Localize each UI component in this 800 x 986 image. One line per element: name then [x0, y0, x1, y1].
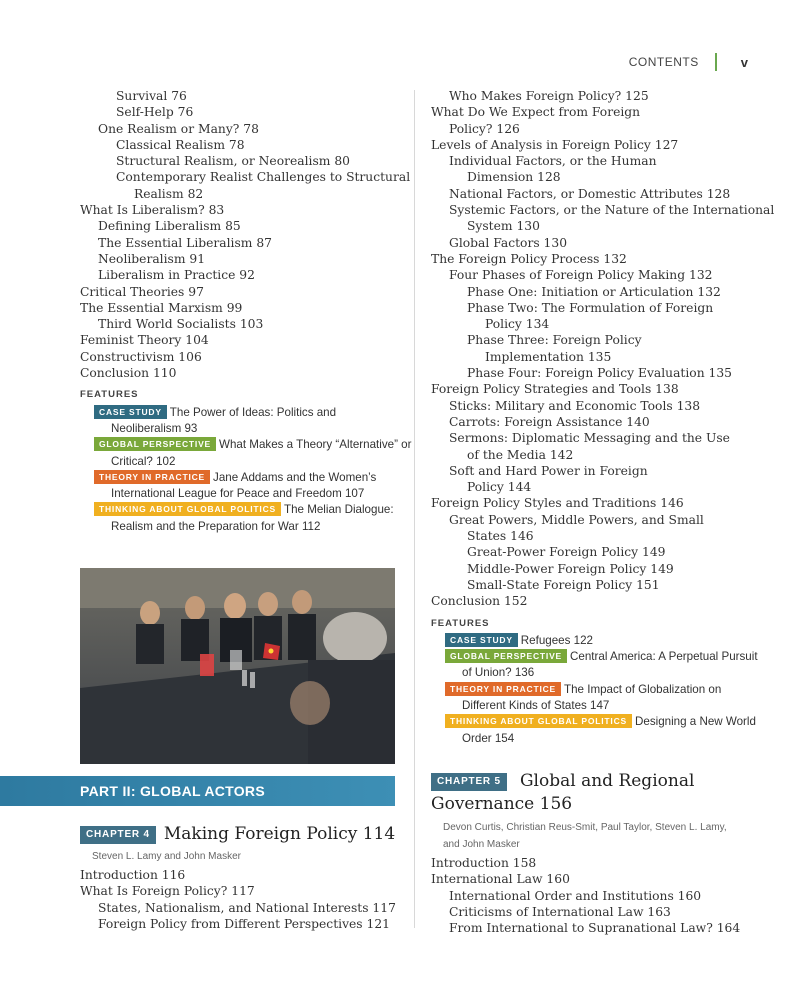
- toc-entry[interactable]: Foreign Policy Styles and Traditions 146: [431, 496, 684, 511]
- features-heading: FEATURES: [80, 389, 139, 401]
- page-number: v: [740, 54, 748, 70]
- toc-entry[interactable]: Levels of Analysis in Foreign Policy 127: [431, 137, 679, 152]
- running-header: [629, 52, 748, 72]
- feature-title-continued: Neoliberalism 93: [111, 421, 198, 435]
- feature-badge: GLOBAL PERSPECTIVE: [445, 649, 567, 663]
- chapter-4-heading[interactable]: [80, 824, 410, 846]
- toc-entry[interactable]: Policy 144: [467, 480, 532, 495]
- chapter-title-line1: Global and Regional: [519, 771, 695, 791]
- chapter-4-block: [80, 824, 410, 932]
- toc-entry[interactable]: Phase Three: Foreign Policy: [467, 333, 642, 348]
- toc-list-right: [431, 88, 775, 610]
- toc-list-chapter-4: [80, 867, 410, 932]
- feature-item[interactable]: [80, 502, 410, 535]
- feature-title: The Impact of Globalization on: [564, 682, 722, 696]
- feature-title: Jane Addams and the Women’s: [213, 470, 377, 484]
- toc-entry[interactable]: The Essential Liberalism 87: [98, 235, 272, 250]
- toc-entry[interactable]: Middle-Power Foreign Policy 149: [467, 561, 674, 576]
- feature-title: The Melian Dialogue:: [284, 503, 394, 517]
- toc-list-left: [80, 88, 410, 381]
- column-divider: [414, 90, 415, 928]
- toc-entry[interactable]: Global Factors 130: [449, 235, 568, 250]
- toc-list-chapter-5: [431, 855, 771, 936]
- toc-entry[interactable]: Constructivism 106: [80, 349, 202, 364]
- toc-entry[interactable]: Conclusion 152: [431, 594, 528, 609]
- feature-title-continued: Order 154: [462, 731, 515, 745]
- feature-title-continued: Critical? 102: [111, 454, 176, 468]
- chapter-title: Making Foreign Policy 114: [163, 824, 396, 844]
- toc-entry[interactable]: Survival 76: [116, 89, 187, 103]
- chapter-authors-line2: and John Masker: [443, 839, 520, 850]
- toc-entry[interactable]: Contemporary Realist Challenges to Structural: [116, 170, 411, 185]
- feature-badge: THINKING ABOUT GLOBAL POLITICS: [94, 502, 281, 516]
- chapter-badge: CHAPTER 5: [431, 773, 507, 791]
- toc-entry[interactable]: Neoliberalism 91: [98, 251, 206, 266]
- toc-entry[interactable]: International Order and Institutions 160: [449, 888, 702, 903]
- toc-entry[interactable]: Individual Factors, or the Human: [449, 154, 657, 169]
- feature-item[interactable]: [80, 405, 410, 438]
- toc-entry[interactable]: Critical Theories 97: [80, 284, 204, 299]
- feature-item[interactable]: [431, 633, 761, 649]
- feature-title: Central America: A Perpetual Pursuit: [570, 650, 758, 664]
- feature-title: Designing a New World: [635, 715, 756, 729]
- part-banner: [0, 776, 395, 806]
- toc-entry[interactable]: Criticisms of International Law 163: [449, 904, 671, 919]
- toc-entry[interactable]: Four Phases of Foreign Policy Making 132: [449, 268, 713, 283]
- toc-entry[interactable]: States 146: [467, 529, 534, 544]
- meeting-photo: [80, 568, 395, 764]
- feature-title-continued: International League for Peace and Freedom 107: [111, 487, 365, 501]
- toc-entry[interactable]: System 130: [467, 219, 540, 234]
- toc-entry[interactable]: Sermons: Diplomatic Messaging and the Use: [449, 431, 730, 446]
- chapter-5-heading[interactable]: [431, 771, 771, 815]
- toc-entry[interactable]: Great-Power Foreign Policy 149: [467, 545, 666, 560]
- toc-entry[interactable]: Introduction 116: [80, 868, 186, 882]
- toc-entry[interactable]: Great Powers, Middle Powers, and Small: [449, 512, 704, 527]
- toc-entry[interactable]: Policy 134: [485, 317, 550, 332]
- toc-entry[interactable]: Feminist Theory 104: [80, 333, 209, 348]
- toc-entry[interactable]: Policy? 126: [449, 121, 520, 136]
- toc-entry[interactable]: Realism 82: [134, 186, 204, 201]
- toc-entry[interactable]: Structural Realism, or Neorealism 80: [116, 154, 350, 169]
- feature-title-continued: Realism and the Preparation for War 112: [111, 519, 321, 533]
- feature-item[interactable]: [431, 714, 761, 747]
- chapter-badge: CHAPTER 4: [80, 826, 156, 844]
- feature-badge: THEORY IN PRACTICE: [445, 682, 561, 696]
- toc-entry[interactable]: What Is Liberalism? 83: [80, 203, 225, 218]
- right-column: [431, 88, 775, 747]
- features-heading-right: FEATURES: [431, 617, 490, 629]
- toc-entry[interactable]: Phase Two: The Formulation of Foreign: [467, 300, 714, 315]
- toc-entry[interactable]: Introduction 158: [431, 856, 537, 870]
- feature-badge: THEORY IN PRACTICE: [94, 470, 210, 484]
- toc-entry[interactable]: Dimension 128: [467, 170, 561, 185]
- feature-title: The Power of Ideas: Politics and: [169, 405, 337, 419]
- feature-badge: CASE STUDY: [445, 633, 518, 647]
- toc-entry[interactable]: From International to Supranational Law? 164: [449, 921, 741, 936]
- toc-entry[interactable]: The Essential Marxism 99: [80, 300, 243, 315]
- chapter-authors: Steven L. Lamy and John Masker: [92, 851, 241, 862]
- part-title: PART II: GLOBAL ACTORS: [80, 783, 265, 799]
- features-list-left: [80, 405, 410, 535]
- feature-item[interactable]: [80, 437, 410, 470]
- meeting-photo-illustration: [80, 568, 395, 764]
- feature-badge: THINKING ABOUT GLOBAL POLITICS: [445, 714, 632, 728]
- toc-entry[interactable]: Who Makes Foreign Policy? 125: [449, 89, 649, 103]
- toc-entry[interactable]: Foreign Policy Strategies and Tools 138: [431, 382, 679, 397]
- toc-entry[interactable]: The Foreign Policy Process 132: [431, 251, 627, 266]
- feature-item[interactable]: [431, 649, 761, 682]
- toc-entry[interactable]: Systemic Factors, or the Nature of the International: [449, 203, 775, 218]
- chapter-title-line2: Governance 156: [431, 794, 573, 814]
- feature-title-continued: of Union? 136: [462, 666, 535, 680]
- toc-entry[interactable]: International Law 160: [431, 872, 570, 887]
- feature-title-continued: Different Kinds of States 147: [462, 698, 610, 712]
- toc-entry[interactable]: What Is Foreign Policy? 117: [80, 884, 255, 899]
- toc-entry[interactable]: Third World Socialists 103: [98, 317, 264, 332]
- left-column: [80, 88, 410, 535]
- toc-entry[interactable]: Soft and Hard Power in Foreign: [449, 463, 648, 478]
- toc-entry[interactable]: Conclusion 110: [80, 366, 177, 381]
- toc-entry[interactable]: Carrots: Foreign Assistance 140: [449, 414, 650, 429]
- feature-item[interactable]: [431, 682, 761, 715]
- toc-entry[interactable]: Sticks: Military and Economic Tools 138: [449, 398, 701, 413]
- toc-entry[interactable]: Small-State Foreign Policy 151: [467, 577, 660, 592]
- toc-entry[interactable]: Implementation 135: [485, 349, 612, 364]
- toc-entry[interactable]: States, Nationalism, and National Interests 117: [98, 900, 396, 915]
- toc-entry[interactable]: Liberalism in Practice 92: [98, 268, 255, 283]
- feature-badge: GLOBAL PERSPECTIVE: [94, 437, 216, 451]
- feature-item[interactable]: [80, 470, 410, 503]
- chapter-5-block: [431, 771, 771, 936]
- features-list-right: [431, 633, 761, 747]
- header-label: CONTENTS: [628, 55, 699, 69]
- toc-entry[interactable]: One Realism or Many? 78: [98, 121, 259, 136]
- toc-entry[interactable]: National Factors, or Domestic Attributes 128: [449, 186, 731, 201]
- header-divider: [715, 53, 717, 71]
- toc-entry[interactable]: Phase Four: Foreign Policy Evaluation 135: [467, 366, 732, 381]
- toc-entry[interactable]: What Do We Expect from Foreign: [431, 105, 641, 120]
- toc-entry[interactable]: Defining Liberalism 85: [98, 219, 241, 234]
- toc-entry[interactable]: Self-Help 76: [116, 105, 194, 120]
- toc-entry[interactable]: of the Media 142: [467, 447, 574, 462]
- feature-title: What Makes a Theory “Alternative” or: [219, 438, 412, 452]
- toc-entry[interactable]: Classical Realism 78: [116, 137, 245, 152]
- chapter-authors-line1: Devon Curtis, Christian Reus-Smit, Paul Taylor, Steven L. Lamy,: [443, 822, 727, 833]
- toc-entry[interactable]: Phase One: Initiation or Articulation 132: [467, 284, 721, 299]
- feature-title: Refugees 122: [520, 633, 593, 647]
- toc-entry[interactable]: Foreign Policy from Different Perspectives 121: [98, 916, 390, 931]
- feature-badge: CASE STUDY: [94, 405, 167, 419]
